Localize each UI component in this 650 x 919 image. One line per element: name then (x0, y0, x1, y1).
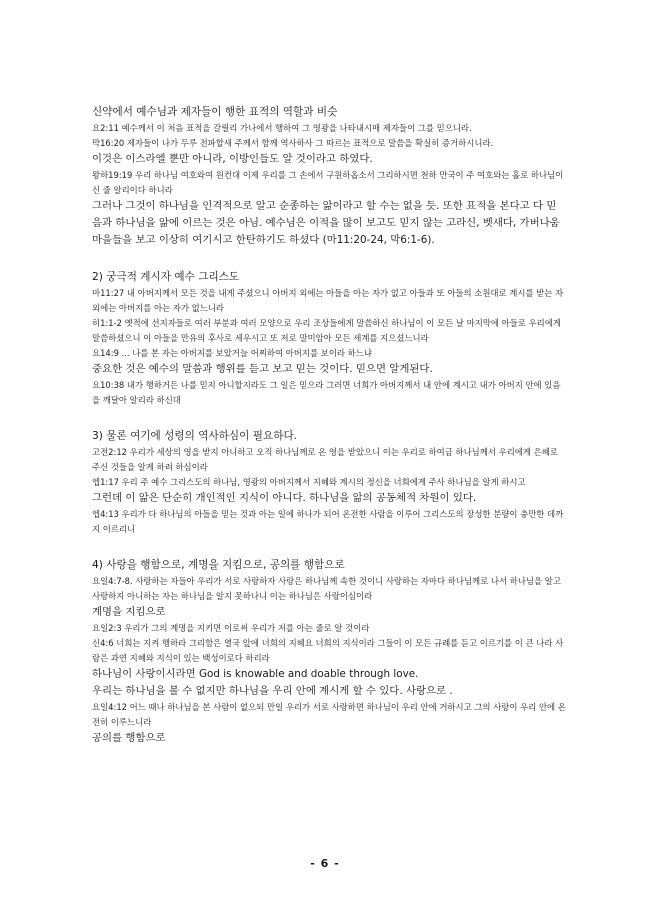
scripture-quote: 신4:6 너희는 지켜 행하라 그리함은 열국 앞에 너희의 지혜요 너희의 지식이라 그들이 이 모든 규례를 듣고 이르기를 이 큰 나라 사람은 과연 지혜와 지식이 있는 백성이로다 하리라 (92, 638, 564, 663)
section-heading: 3) 물론 여기에 성령의 역사하심이 필요하다. (92, 430, 298, 442)
scripture-quote: 요일4:7-8. 사랑하는 자들아 우리가 서로 사랑하자 사랑은 하나님께 속한 것이니 사랑하는 자마다 하나님께로 나서 하나님을 알고 사랑하지 아니하는 자는 하나님을 알지 못하나니 이는 하나님은 사랑이심이라 (92, 576, 561, 601)
scripture-quote: 요2:11 예수께서 이 처음 표적을 갈릴리 가나에서 행하여 그 영광을 나타내시매 제자들이 그를 믿으니라. (92, 123, 472, 133)
section-gap (92, 249, 566, 269)
section-gap (92, 537, 566, 557)
body-paragraph: 공의를 행함으로 (92, 732, 166, 744)
page-content (92, 104, 566, 747)
scripture-quote: 고전2:12 우리가 세상의 영을 받지 아니하고 오직 하나님께로 온 영을 받았으니 이는 우리로 하여금 하나님께서 우리에게 은혜로 주신 것들을 알게 하려 하심이라 (92, 447, 558, 472)
scripture-quote: 히1:1-2 옛적에 선지자들로 여러 부분과 여러 모양으로 우리 조상들에게 말씀하신 하나님이 이 모든 날 마지막에 아들로 우리에게 말씀하셨으니 이 아들을 만유의 후사로 세우시고 또 저로 말미암아 모든 세계를 지으셨느니라 (92, 318, 561, 343)
body-paragraph: 그런데 이 앎은 단순히 개인적인 지식이 아니다. 하나님을 앎의 공동체적 차원이 있다. (92, 492, 477, 504)
scripture-quote: 막16:20 제자들이 나가 두루 전파할새 주께서 함께 역사하사 그 따르는 표적으로 말씀을 확실히 증거하시니라. (92, 138, 494, 148)
section-heading: 신약에서 예수님과 제자들이 행한 표적의 역할과 비슷 (92, 106, 338, 118)
scripture-quote: 엡1:17 우리 주 예수 그리스도의 하나님, 영광의 아버지께서 지혜와 계시의 정신을 너희에게 주사 하나님을 알게 하시고 (92, 477, 526, 487)
body-paragraph: 중요한 것은 예수의 말씀과 행위를 듣고 보고 믿는 것이다. 믿으면 알게된다. (92, 363, 433, 375)
body-paragraph: 그러나 그것이 하나님을 인격적으로 알고 순종하는 앎이라고 할 수는 없을 듯. 또한 표적을 본다고 다 믿음과 하나님을 앎에 이르는 것은 아님. 예수님은 이적을 많이 보고도 믿지 않는 고라신, 벳새다, 가버나움 마을들을 보고 이상히 여기시고 한탄하기도 하셨다 (마11:20-24, 막6:1-6). (92, 200, 560, 246)
scripture-quote: 요일2:3 우리가 그의 계명을 지키면 이로써 우리가 저를 아는 줄로 알 것이라 (92, 623, 370, 633)
section-3 (92, 428, 566, 537)
scripture-quote: 마11:27 내 아버지께서 모든 것을 내게 주셨으니 아버지 외에는 아들을 아는 자가 없고 아들과 또 아들의 소원대로 계시를 받는 자 외에는 아버지를 아는 자가 없느니라 (92, 288, 564, 313)
section-gap (92, 408, 566, 428)
section-heading: 4) 사랑을 행함으로, 계명을 지킴으로, 공의를 행함으로 (92, 559, 345, 571)
scripture-quote: 왕하19:19 우리 하나님 여호와여 원컨대 이제 우리를 그 손에서 구원하옵소서 그리하시면 천하 만국이 주 여호와는 홀로 하나님이신 줄 알리이다 하니라 (92, 170, 564, 195)
scripture-quote: 요10:38 내가 행하거든 나를 믿지 아니할지라도 그 일은 믿으라 그러면 너희가 아버지께서 내 안에 계시고 내가 아버지 안에 있음을 깨달아 알리라 하신대 (92, 380, 561, 405)
body-paragraph: 이것은 이스라엘 뿐만 아니라, 이방인들도 알 것이라고 하였다. (92, 153, 373, 165)
body-paragraph: 계명을 지킴으로 (92, 606, 166, 618)
section-1 (92, 104, 566, 249)
section-4 (92, 557, 566, 747)
scripture-quote: 요14:9 ... 나를 본 자는 아버지를 보았거늘 어찌하여 아버지를 보이라 하느냐 (92, 348, 372, 358)
section-heading: 2) 궁극적 계시자 예수 그리스도 (92, 271, 240, 283)
scripture-quote: 요일4:12 어느 때나 하나님을 본 사람이 없으되 만일 우리가 서로 사랑하면 하나님이 우리 안에 거하시고 그의 사랑이 우리 안에 온전히 이루느니라 (92, 702, 566, 727)
body-paragraph: 하나님이 사랑이시라면 God is knowable and doable through love. (92, 668, 419, 680)
body-paragraph: 우리는 하나님을 볼 수 없지만 하나님을 우리 안에 계시게 할 수 있다. 사랑으로 . (92, 685, 453, 697)
scripture-quote: 엡4:13 우리가 다 하나님의 아들을 믿는 것과 아는 일에 하나가 되어 온전한 사람을 이루어 그리스도의 장성한 분량이 충만한 데까지 이르리니 (92, 509, 564, 534)
page-number: - 6 - (310, 857, 340, 870)
section-2 (92, 269, 566, 408)
